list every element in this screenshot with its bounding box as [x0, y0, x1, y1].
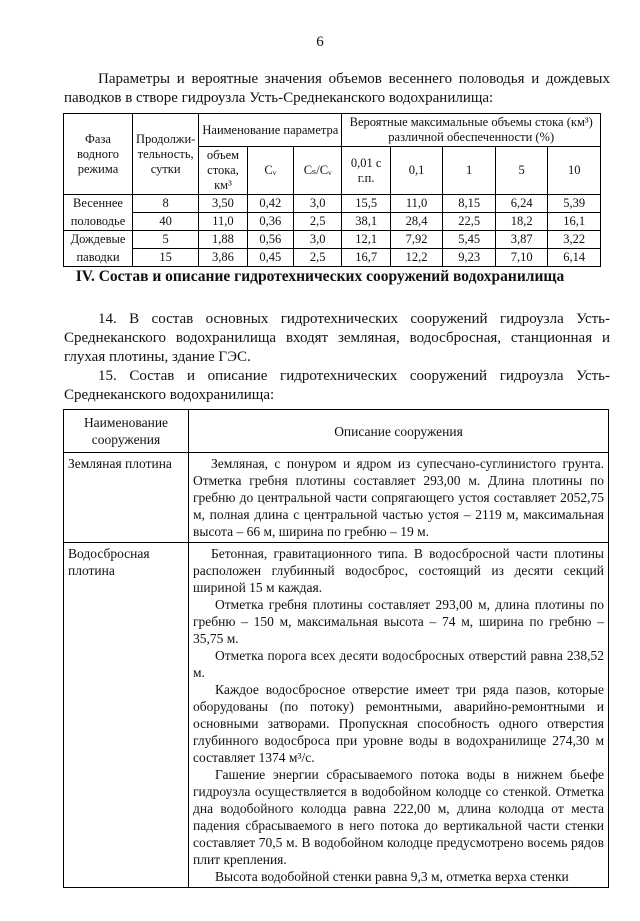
- structure-description: Земляная, с понуром и ядром из супесчано-суглинистого грунта. Отметка гребня плотины составляет 293,00 м. Длина плотины по гребню до центральной части сопрягающего устоя составляет 2052,75 м, полная длина с центральной частью устоя – 2119 м, максимальная высота – 66 м, ширина по гребню – 19 м.: [193, 456, 604, 539]
- paragraph-15: 15. Состав и описание гидротехнических сооружений гидроузла Усть-Среднеканского водохранилища:: [64, 368, 610, 403]
- table-row: Дождевые 5 1,88 0,56 3,0 12,1 7,92 5,45 3,87 3,22: [64, 231, 601, 249]
- structure-description: Отметка порога всех десяти водосбросных отверстий равна 238,52 м.: [193, 648, 604, 680]
- structure-name: Водосбросная плотина: [64, 543, 189, 888]
- table-row: [64, 453, 609, 543]
- header-cscv: Cₛ/Cᵥ: [294, 147, 342, 195]
- structure-description: Отметка гребня плотины составляет 293,00 м, длина плотины по гребню – 150 м, максимальная высота – 74 м, ширина по гребню – 35,75 м.: [193, 597, 604, 646]
- header-p5: 5: [495, 147, 548, 195]
- structure-description: Бетонная, гравитационного типа. В водосбросной части плотины расположен глубинный водосброс, состоящий из десяти секций шириной 15 м каждая.: [193, 546, 604, 595]
- table-row: половодье 40 11,0 0,36 2,5 38,1 28,4 22,5 18,2 16,1: [64, 213, 601, 231]
- structure-description: Высота водобойной стенки равна 9,3 м, отметка верха стенки: [215, 869, 569, 884]
- table-row: [64, 543, 609, 888]
- table-row: паводки 15 3,86 0,45 2,5 16,7 12,2 9,23 7,10 6,14: [64, 249, 601, 267]
- section-heading: IV. Состав и описание гидротехнических сооружений водохранилища: [75, 268, 565, 285]
- paragraph-14: 14. В состав основных гидротехнических сооружений гидроузла Усть-Среднеканского водохранилища входят земляная, водосбросная, станционная и глухая плотины, здание ГЭС.: [64, 311, 610, 365]
- structure-name: Земляная плотина: [64, 453, 189, 543]
- header-volume: объем стока, км³: [199, 147, 247, 195]
- header-duration: Продолжи-тельность, сутки: [133, 114, 199, 195]
- header-probability: Вероятные максимальные объемы стока (км³) различной обеспеченности (%): [342, 114, 601, 147]
- header-structure-name: Наименование сооружения: [64, 410, 189, 453]
- flood-volumes-table: [63, 113, 601, 267]
- header-structure-desc: Описание сооружения: [189, 410, 609, 453]
- structures-table: [63, 409, 609, 888]
- header-p10: 10: [548, 147, 601, 195]
- header-phase: Фаза водного режима: [64, 114, 133, 195]
- header-param: Наименование параметра: [199, 114, 342, 147]
- structure-description: Гашение энергии сбрасываемого потока воды в нижнем бьефе гидроузла осуществляется в водобойном колодце со стенкой. Отметка дна водобойного колодца равна 222,00 м, длина колодца от места падения сбрасываемого в него потока до вертикальной части стенки составляет 70,5 м. В водобойном колодце предусмотрено восемь рядов плит крепления.: [193, 767, 604, 867]
- header-p01: 0,1: [390, 147, 443, 195]
- structure-description: Каждое водосбросное отверстие имеет три ряда пазов, которые оборудованы (по потоку) ремонтными, аварийно-ремонтными и основными затворами. Пропускная способность одного отверстия глубинного водосброса при уровне воды в водохранилище 274,30 м составляет 1374 м³/с.: [193, 682, 604, 765]
- intro-paragraph: Параметры и вероятные значения объемов весеннего половодья и дождевых паводков в створе гидроузла Усть-Среднеканского водохранилища:: [64, 71, 610, 106]
- header-cv: Cᵥ: [247, 147, 293, 195]
- page-number: 6: [316, 34, 324, 50]
- header-p1: 1: [443, 147, 496, 195]
- header-p001: 0,01 с г.п.: [342, 147, 390, 195]
- table-row: Весеннее 8 3,50 0,42 3,0 15,5 11,0 8,15 6,24 5,39: [64, 195, 601, 213]
